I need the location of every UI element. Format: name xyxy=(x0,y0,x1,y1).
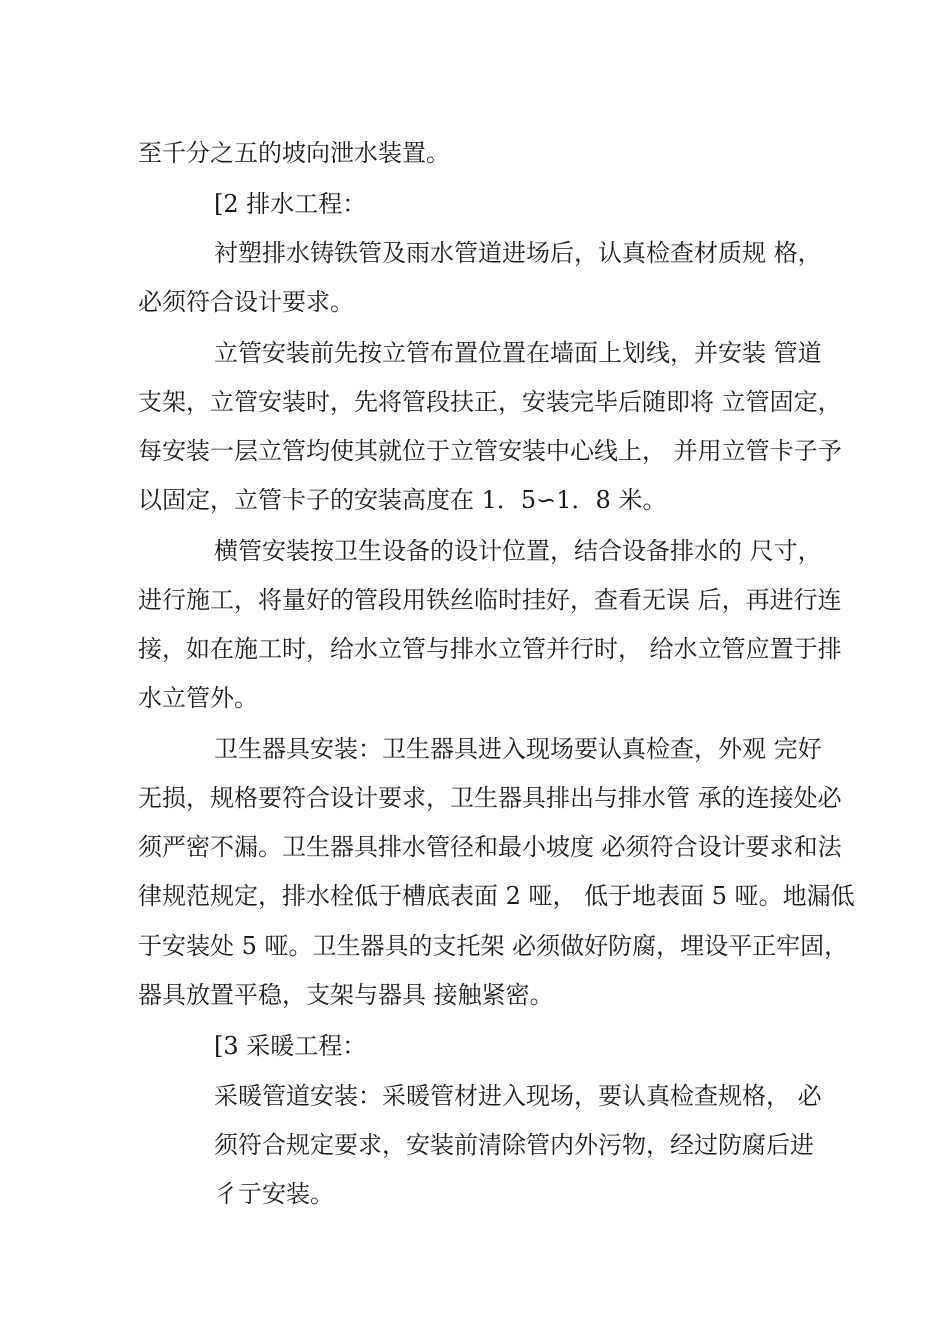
text-line: 须符合规定要求，安装前清除管内外污物，经过防腐后进 xyxy=(214,1131,814,1159)
text-line: 进行施工，将量好的管段用铁丝临时挂好，查看无误 后，再进行连 xyxy=(138,586,842,614)
text-line: 接，如在施工时，给水立管与排水立管并行时， 给水立管应置于排 xyxy=(138,635,842,663)
text-line: 律规范规定，排水栓低于槽底表面 2 哑， 低于地表面 5 哑。地漏低 xyxy=(138,882,855,910)
text-line: 以固定，立管卡子的安装高度在 1．5∽1．8 米。 xyxy=(138,486,667,514)
section-heading: [2 排水工程： xyxy=(214,190,367,218)
section-heading: [3 采暖工程： xyxy=(214,1032,367,1060)
text-line: 立管安装前先按立管布置位置在墙面上划线，并安装 管道 xyxy=(214,339,822,367)
text-line: 支架，立管安装时，先将管段扶正，安装完毕后随即将 立管固定， xyxy=(138,388,842,416)
text-line: 每安装一层立管均使其就位于立管安装中心线上， 并用立管卡子予 xyxy=(138,437,842,465)
text-line: 彳亍安装。 xyxy=(214,1180,334,1208)
text-line: 卫生器具安装：卫生器具进入现场要认真检查，外观 完好 xyxy=(214,735,822,763)
text-line: 横管安装按卫生设备的设计位置，结合设备排水的 尺寸， xyxy=(214,537,822,565)
text-line: 采暖管道安装：采暖管材进入现场，要认真检查规格， 必 xyxy=(214,1082,822,1110)
text-line: 至千分之五的坡向泄水装置。 xyxy=(138,139,450,167)
text-line: 必须符合设计要求。 xyxy=(138,288,354,316)
text-line: 无损，规格要符合设计要求，卫生器具排出与排水管 承的连接处必 xyxy=(138,784,842,812)
text-line: 须严密不漏。卫生器具排水管径和最小坡度 必须符合设计要求和法 xyxy=(138,833,842,861)
text-line: 水立管外。 xyxy=(138,684,258,712)
text-line: 于安装处 5 哑。卫生器具的支托架 必须做好防腐，埋设平正牢固， xyxy=(138,932,849,960)
text-line: 器具放置平稳，支架与器具 接触紧密。 xyxy=(138,981,554,1009)
text-line: 衬塑排水铸铁管及雨水管道进场后，认真检查材质规 格， xyxy=(214,239,822,267)
